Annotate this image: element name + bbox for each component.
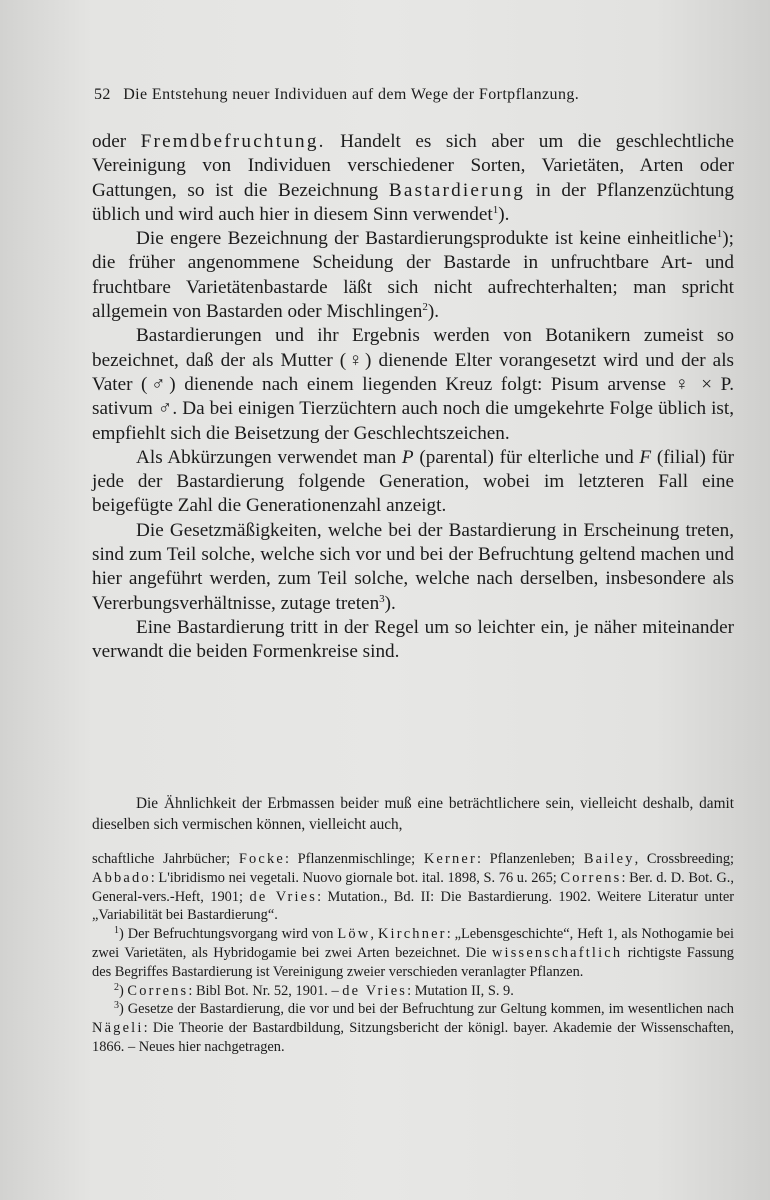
text-run: (filial) für jede der Bastardierung folgende Generation, wobei im letzteren Fall eine beigefügte Zahl die Generationenzahl anzeigt.: [92, 446, 734, 517]
text-run: , Crossbreeding;: [634, 851, 735, 867]
spaced-author: Abbado: [92, 869, 151, 886]
text-run: in der Pflanzenzüchtung üblich und wird auch hier in diesem Sinn verwendet: [92, 179, 734, 225]
text-run: oder: [92, 131, 141, 152]
paragraph-4: [92, 446, 734, 519]
text-run: : Bibl Bot. Nr. 52, 1901. –: [188, 982, 343, 999]
spaced-author: Bailey: [583, 851, 635, 867]
spaced-author: Kirchner: [377, 926, 447, 943]
footnote-ref: 3: [379, 592, 385, 605]
text-run: (parental) für elterliche und: [413, 446, 640, 468]
text-run: ).: [498, 203, 510, 225]
text-run: : Mutation., Bd. II: Die Bastardierung. 1902. Weitere Literatur unter „Variabilität bei Bastardierung“.: [92, 888, 735, 924]
text-run: ): [119, 982, 128, 999]
page-number: 52: [94, 86, 111, 103]
text-run: Handelt es sich aber um die geschlechtliche Vereinigung von Individuen verschiedener Sorten, Varietäten, Arten oder Gattungen, so ist die Bezeichnung: [92, 131, 735, 201]
text-run: ); die früher angenommene Scheidung der Bastarde in unfruchtbare Art- und fruchtbare Varietätenbastarde läßt sich nicht aufrechterhalten; man spricht allgemein von Bastarden oder Mischlingen: [92, 228, 734, 323]
footnote-number: 3: [114, 1000, 119, 1012]
footnote-1: [92, 925, 734, 981]
spaced-term: wissenschaftlich: [491, 944, 623, 961]
spaced-author: Löw: [337, 926, 371, 943]
spaced-term: Fremdbefruchtung.: [140, 131, 326, 152]
footnote-ref: 1: [492, 203, 499, 216]
paragraph-5: [92, 519, 734, 616]
footnote-ref: 1: [716, 228, 723, 241]
spaced-author: Correns: [560, 869, 622, 886]
footnote-ref: 2: [422, 301, 428, 314]
text-run: ).: [384, 592, 396, 614]
text-run: ) Gesetze der Bastardierung, die vor und bei der Befruchtung zur Geltung kommen, im wesentlichen nach: [119, 1001, 734, 1018]
text-run: : Pflanzenleben;: [476, 851, 584, 867]
italic-symbol: P: [401, 446, 414, 468]
text-run: Die engere Bezeichnung der Bastardierungsprodukte ist keine einheitliche: [136, 228, 717, 250]
spaced-author: Nägeli: [92, 1020, 144, 1037]
running-header: [94, 86, 739, 104]
small-print-text: Die Ähnlichkeit der Erbmassen beider muß eine beträchtlichere sein, vielleicht deshalb, damit dieselben sich vermischen können, vielleicht auch,: [92, 795, 734, 833]
running-title: Die Entstehung neuer Individuen auf dem Wege der Fortpflanzung.: [123, 86, 580, 103]
footnotes: [92, 850, 734, 1057]
paragraph-1: [92, 130, 734, 227]
footnote-2: [92, 982, 734, 1001]
spaced-author: de Vries: [342, 982, 408, 999]
spaced-author: Kerner: [423, 851, 477, 867]
spaced-term: Bastardierung: [388, 179, 526, 201]
spaced-author: Correns: [127, 982, 189, 999]
text-run: : Mutation II, S. 9.: [407, 982, 514, 999]
footnote-3: [92, 1000, 734, 1056]
text-run: schaftliche Jahrbücher;: [92, 851, 239, 867]
text-run: : Pflanzenmischlinge;: [284, 851, 424, 867]
footnote-number: 1: [114, 925, 119, 937]
paragraph-6: Eine Bastardierung tritt in der Regel um so leichter ein, je näher miteinander verwandt die beiden Formenkreise sind.: [92, 616, 734, 663]
paragraph-2: [92, 227, 734, 324]
text-run: Als Abkürzungen verwendet man: [136, 446, 402, 468]
text-run: : Die Theorie der Bastardbildung, Sitzungsbericht der königl. bayer. Akademie der Wissenschaften, 1866. – Neues hier nachgetragen.: [92, 1020, 734, 1055]
text-run: Die Gesetzmäßigkeiten, welche bei der Bastardierung in Erscheinung treten, sind zum Teil solche, welche sich vor und bei der Befruchtung geltend machen und hier angeführt werden, zum Teil solche, welche nach derselben, insbesondere als Vererbungsverhältnisse, zutage treten: [92, 519, 734, 614]
footnote-number: 2: [114, 981, 119, 993]
text-run: ,: [370, 926, 378, 943]
text-run: richtigste Fassung des Begriffes Bastardierung ist Vereinigung zweier verschieden veranlagter Pflanzen.: [92, 944, 734, 980]
text-run: : L'ibridismo nei vegetali. Nuovo giornale bot. ital. 1898, S. 76 u. 265;: [150, 869, 561, 886]
text-run: ) Der Befruchtungsvorgang wird von: [119, 926, 338, 943]
text-run: ).: [427, 301, 440, 323]
spaced-author: de Vries: [249, 888, 318, 905]
main-text: [92, 130, 734, 665]
spaced-author: Focke: [238, 851, 285, 867]
paragraph-3: Bastardierungen und ihr Ergebnis werden von Botanikern zumeist so bezeichnet, daß der als Mutter (♀) dienende Elter vorangesetzt wird und der als Vater (♂) dienende nach einem liegenden Kreuz folgt: Pisum arvense ♀ × P. sativum ♂. Da bei einigen Tierzüchtern auch noch die umgekehrte Folge üblich ist, empfiehlt sich die Beisetzung der Geschlechtszeichen.: [92, 325, 734, 444]
small-print-paragraph: [92, 793, 734, 835]
footnote-continuation: [92, 850, 734, 925]
text-run: : „Lebensgeschichte“, Heft 1, als Nothogamie bei zwei Varietäten, als Hybridogamie bei zwei Arten bezeichnet. Die: [92, 926, 734, 961]
text-run: : Ber. d. D. Bot. G., General-vers.-Heft, 1901;: [92, 869, 734, 905]
italic-symbol: F: [639, 446, 652, 468]
